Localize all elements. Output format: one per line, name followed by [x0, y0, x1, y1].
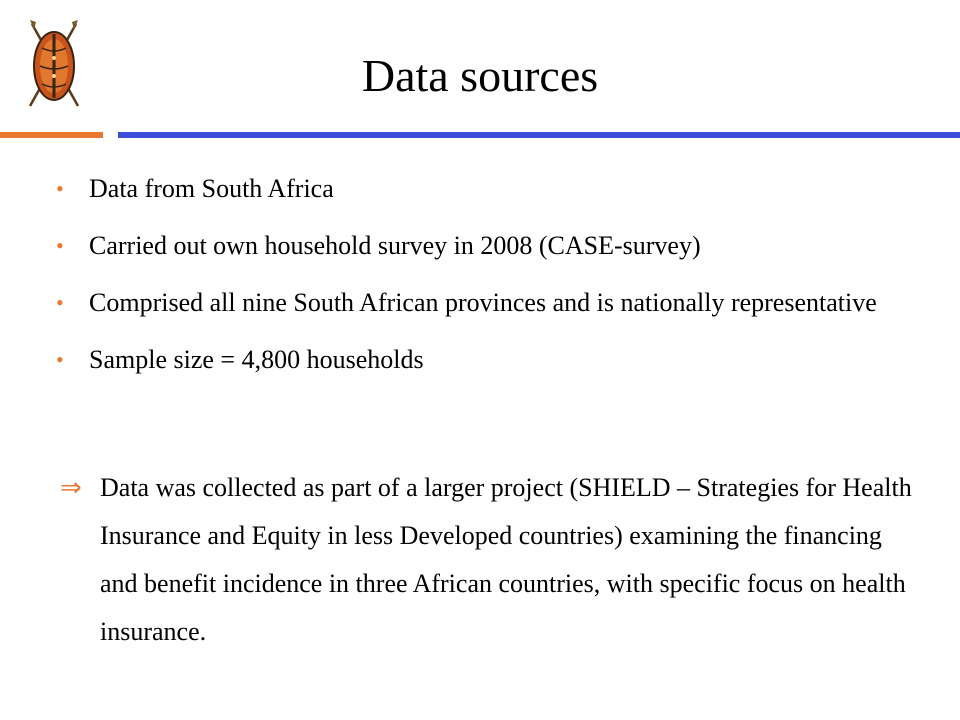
bullet-item	[56, 168, 936, 210]
bullet-dot-icon: •	[56, 347, 64, 372]
bullet-text: Carried out own household survey in 2008 (CASE-survey)	[89, 231, 701, 260]
conclusion-block	[60, 464, 920, 656]
bullet-item	[56, 339, 936, 381]
bullet-text: Sample size = 4,800 households	[89, 345, 424, 374]
bullet-item	[56, 282, 936, 324]
title-divider-orange	[0, 132, 103, 138]
bullet-text: Comprised all nine South African provinces and is nationally representative	[89, 288, 877, 317]
bullet-item	[56, 225, 936, 267]
bullet-dot-icon: •	[56, 290, 64, 315]
implies-arrow-icon: ⇒	[60, 473, 82, 503]
bullet-dot-icon: •	[56, 233, 64, 258]
slide-title: Data sources	[361, 50, 599, 101]
title-divider-blue	[118, 132, 960, 138]
conclusion-text: Data was collected as part of a larger project (SHIELD – Strategies for Health Insurance and Equity in less Developed countries) examining the financing and benefit incidence in three African countries, with specific focus on health insurance.	[100, 473, 912, 646]
bullet-dot-icon: •	[56, 176, 64, 201]
bullet-text: Data from South Africa	[89, 174, 334, 203]
bullet-list	[56, 168, 936, 396]
